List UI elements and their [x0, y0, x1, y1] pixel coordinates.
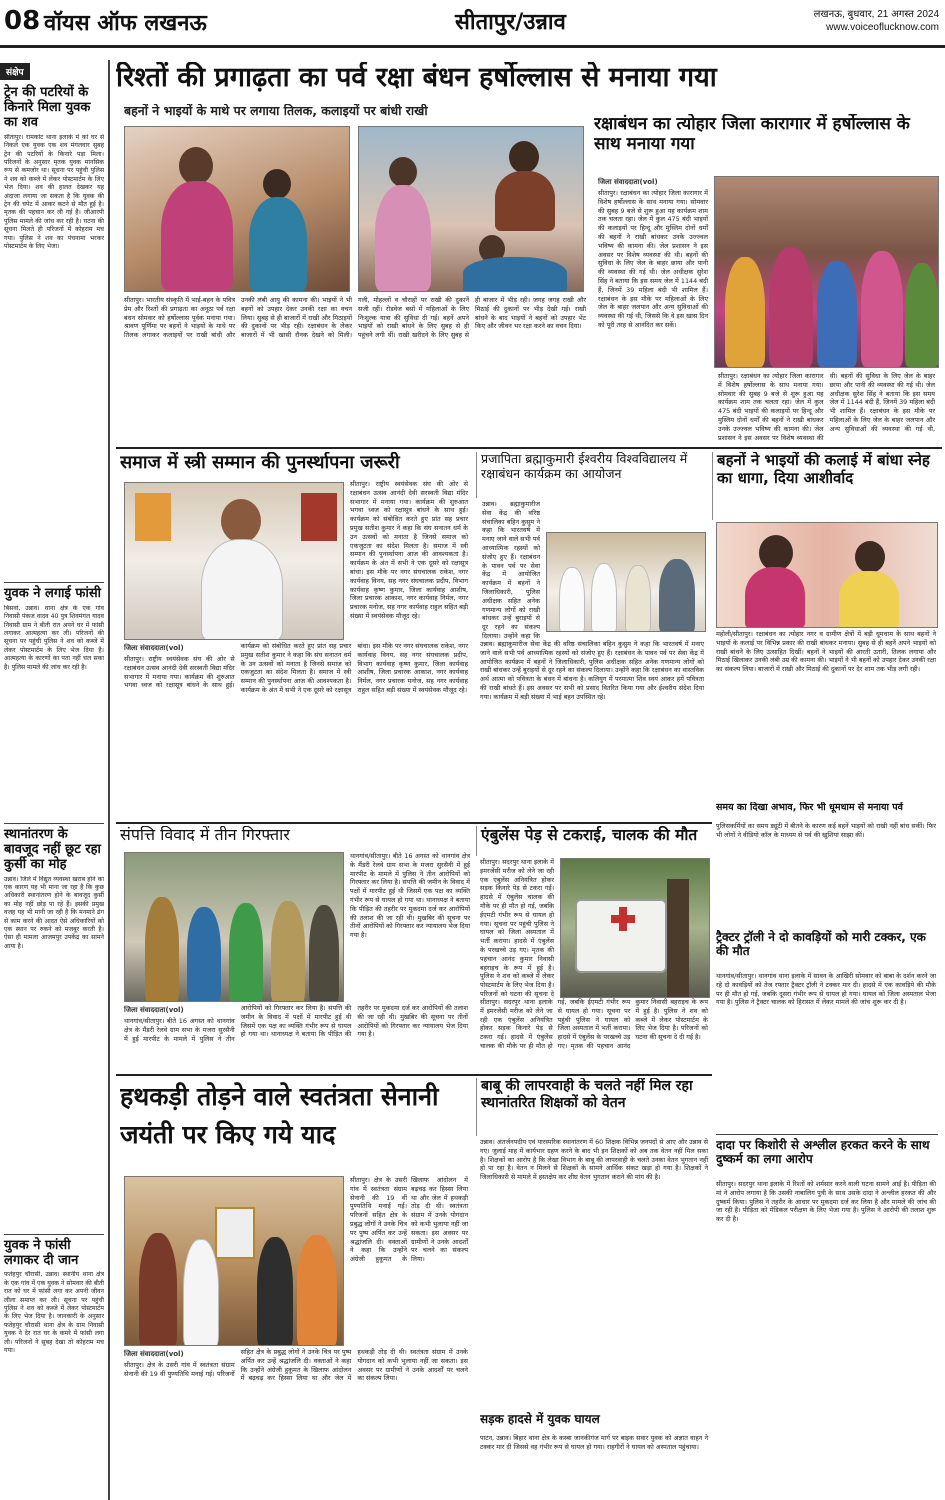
brief-4-body: फतेहपुर चौरासी, उन्नाव। स्थानीय थाना क्षेत्र के एक गांव में एक युवक ने सोमवार की बीती रात को घर में फांसी लगा कर अपनी जीवन लीला समाप्त कर ली। सूचना पर पहुंची पुलिस ने शव को कब्जे में लेकर पोस्टमार्टम के लिए भेज दिया है। जानकारी के अनुसार फतेहपुर चौरासी थाना क्षेत्र के ग्राम निवासी युवक ने देर रात घर के कमरे में फांसी लगा ली। परिजनों ने सुबह देखा तो कोहराम मच गया।: [4, 1271, 104, 1355]
sidebar-briefs: [0, 60, 110, 1500]
bond-sub-body: [712, 822, 940, 928]
freedom-body-text: सीतापुर। क्षेत्र के उसरी गांव में स्वतंत्रता संग्राम सेनानी की 19 वीं पुण्यतिथि मनाई गई। परिजनों सहित क्षेत्र के प्रबुद्ध लोगों ने उनके चित्र पर पुष्प अर्पित कर उन्हें श्रद्धांजलि दी। वक्ताओं ने कहा कि उन्होंने अंग्रेजी हुकूमत के खिलाफ आंदोलन में बढ़चढ़ कर हिस्सा लिया था और जेल में हथकड़ी तोड़ दी थी। स्वतंत्रता संग्राम में उनके योगदान को कभी भुलाया नहीं जा सकता। इस अवसर पर ग्रामीणों ने उनके आदर्शों पर चलने का संकल्प लिया।: [124, 1348, 468, 1383]
ambulance-body-text: सीतापुर। सदरपुर थाना इलाके में इमरजेंसी मरीज को लेने जा रही एक एंबुलेंस अनियंत्रित होकर सड़क किनारे पेड़ से टकरा गई। हादसे में एंबुलेंस चालक की मौके पर ही मौत हो गई, जबकि ईएमटी गंभीर रूप से घायल हो गया। सूचना पर पहुंची पुलिस ने घायल को जिला अस्पताल में भर्ती कराया। हादसे में एंबुलेंस के परखच्चे उड़ गए। मृतक की पहचान आनंद कुमार निवासी बहराइच के रूप में हुई है। पुलिस ने शव को कब्जे में लेकर पोस्टमार्टम के लिए भेज दिया है। परिजनों को घटना की सूचना दे दी गई है।: [480, 998, 708, 1050]
website-link[interactable]: www.voiceoflucknow.com: [826, 22, 939, 33]
teacher-sub-box: [480, 1412, 712, 1432]
masthead-bar: [0, 0, 945, 48]
freedom-headline: हथकड़ी तोड़ने वाले स्वतंत्रता सेनानी जयंती पर किए गये याद: [120, 1082, 439, 1149]
teacher-sub-body: [476, 1434, 712, 1498]
lead-photo-1: [124, 126, 350, 292]
brief-1-headline: ट्रेन की पटरियों के किनारे मिला युवक का शव: [4, 85, 91, 130]
jail-headline-box: [594, 114, 939, 174]
bond-subhead: समय का दिखा अभाव, फिर भी धूमधाम से मनाया पर्व: [716, 802, 903, 813]
jail-body-right: [714, 372, 939, 444]
property-body-text: थानगांव/सीतापुर। बीते 16 अगस्त को थानगांव क्षेत्र के मैंडरी रेलवे ग्राम सभा के मजरा सुरसैनी में हुई मारपीट के मामले में पुलिस ने तीन आरोपियों को गिरफ्तार कर लिया है। संपत्ति की जमीन के विवाद में पक्षों में मारपीट हुई थी जिसमें एक पक्ष का व्यक्ति गंभीर रूप से घायल हो गया था। थानाध्यक्ष ने बताया कि पीड़ित की तहरीर पर मुकदमा दर्ज कर आरोपियों की तलाश की जा रही थी। मुखबिर की सूचना पर तीनों आरोपियों को गिरफ्तार कर न्यायालय भेज दिया गया है।: [124, 1004, 468, 1043]
women-body-right: [346, 480, 472, 640]
ambulance-headline-box: [476, 826, 712, 856]
brahma-body-left: [478, 500, 544, 640]
sidebar-tag: संक्षेप: [0, 63, 30, 80]
harass-headline: दादा पर किशोरी से अश्लील हरकत करने के साथ दुष्कर्म का लगा आरोप: [716, 1138, 930, 1167]
property-headline: संपत्ति विवाद में तीन गिरफ्तार: [120, 826, 290, 844]
teacher-body: [476, 1138, 712, 1408]
property-body-text-a: थानगांव/सीतापुर। बीते 16 अगस्त को थानगांव क्षेत्र के मैंडरी रेलवे ग्राम सभा के मजरा सुरसैनी में हुई मारपीट के मामले में पुलिस ने तीन आरोपियों को गिरफ्तार कर लिया है। संपत्ति की जमीन के विवाद में पक्षों में मारपीट हुई थी जिसमें एक पक्ष का व्यक्ति गंभीर रूप से घायल हो गया था। थानाध्यक्ष ने बताया कि पीड़ित की तहरीर पर मुकदमा दर्ज कर आरोपियों की तलाश की जा रही थी। मुखबिर की सूचना पर तीनों आरोपियों को गिरफ्तार कर न्यायालय भेज दिया गया है।: [350, 852, 470, 940]
brahma-headline-box: [476, 452, 708, 498]
brief-3-body: उन्नाव। जिले में विद्युत व्यवस्था खराब होने का एक कारण यह भी माना जा रहा है कि कुछ अधिकारी स्थानांतरण होने के बावजूद कुर्सी का मोह नहीं छोड़ पा रहे हैं। इसकी प्रमुख वजह यह भी मानी जा रही है कि मनमाने ढंग से काम करने की आदत ऐसे अधिकारियों को एक स्थान पर रुकने को मजबूर करती है। ऐसा ही मामला आजमपुर उपकेंद्र का सामने आया है।: [4, 875, 104, 950]
brahma-headline: प्रजापिता ब्रह्माकुमारी ईश्वरीय विश्वविद्यालय में रक्षाबंधन कार्यक्रम का आयोजन: [481, 452, 688, 481]
bond-photo: [716, 522, 938, 628]
tractor-headline-box: [716, 930, 938, 970]
brief-4-headline: युवक ने फांसी लगाकर दी जान: [4, 1234, 104, 1269]
jail-headline: रक्षाबंधन का त्योहार जिला कारागार में हर्षोल्लास के साथ मनाया गया: [594, 114, 910, 155]
teacher-headline: बाबू की लापरवाही के चलते नहीं मिल रहा स्थानांतरित शिक्षकों को वेतन: [481, 1078, 693, 1111]
lead-photo-2: [358, 126, 584, 292]
freedom-photo: [124, 1176, 344, 1346]
tractor-body: [712, 972, 940, 1132]
divider: [116, 822, 712, 824]
women-headline-box: [120, 452, 470, 478]
women-photo: [124, 482, 344, 640]
harass-body: [712, 1180, 940, 1498]
lead-body: [120, 296, 590, 442]
ambulance-body-left: [476, 858, 558, 998]
property-headline-box: [120, 826, 368, 850]
ambulance-body: [476, 998, 712, 1072]
jail-photo: [714, 176, 939, 368]
jail-body-left: [594, 176, 712, 444]
jail-body-text-2: सीतापुर। रक्षाबंधन का त्योहार जिला कारागार में विशेष हर्षोल्लास के साथ मनाया गया। सोमवार की सुबह 9 बजे से शुरू हुआ यह कार्यक्रम शाम तक चलता रहा। जेल में कुल 475 बंदी भाइयों की कलाइयों पर हिन्दू और मुस्लिम दोनों धर्मों की बहनों ने राखी बांधकर उनके उज्ज्वल भविष्य की कामना की। जेल प्रशासन ने इस अवसर पर विशेष व्यवस्था की थी। बहनों की सुविधा के लिए जेल के बाहर छाया और पानी की व्यवस्था की गई थी। जेल अधीक्षक सुरेश सिंह ने बताया कि इस समय जेल में 1144 बंदी हैं, जिनमें 39 महिला बंदी भी शामिल हैं। रक्षाबंधन के इस मौके पर महिलाओं के लिए जेल के बाहर जलपान और अन्य सुविधाओं की व्यवस्था की गई थी,: [718, 372, 935, 442]
date-text: लखनऊ, बुधवार, 21 अगस्त 2024: [813, 9, 939, 20]
freedom-byline: जिला संवाददाता(vol): [124, 1350, 184, 1358]
bond-sub-body-text: पुलिसकर्मियों का समय ड्यूटी में बीतने के कारण कई बहनें भाइयों को राखी नहीं बांध सकीं। फिर भी लोगों ने वीडियो कॉल के माध्यम से पर्व की खुशियां साझा कीं।: [716, 822, 936, 839]
divider: [116, 447, 942, 449]
freedom-body-text-a: सीतापुर। क्षेत्र के उसरी गांव में स्वतंत्रता संग्राम सेनानी की 19 वीं पुण्यतिथि मनाई गई। परिजनों सहित क्षेत्र के प्रबुद्ध लोगों ने उनके चित्र पर पुष्प अर्पित कर उन्हें श्रद्धांजलि दी। वक्ताओं ने कहा कि उन्होंने अंग्रेजी हुकूमत के खिलाफ आंदोलन में बढ़चढ़ कर हिस्सा लिया था और जेल में हथकड़ी तोड़ दी थी। स्वतंत्रता संग्राम में उनके योगदान को कभी भुलाया नहीं जा सकता। इस अवसर पर ग्रामीणों ने उनके आदर्शों पर चलने का संकल्प लिया।: [350, 1176, 468, 1264]
brahma-photo: [546, 532, 706, 632]
dateline: [814, 8, 939, 34]
jail-body-text: सीतापुर। रक्षाबंधन का त्योहार जिला कारागार में विशेष हर्षोल्लास के साथ मनाया गया। सोमवार की सुबह 9 बजे से शुरू हुआ यह कार्यक्रम शाम तक चलता रहा। जेल में कुल 475 बंदी भाइयों की कलाइयों पर हिन्दू और मुस्लिम दोनों धर्मों की बहनों ने राखी बांधकर उनके उज्ज्वल भविष्य की कामना की। जेल प्रशासन ने इस अवसर पर विशेष व्यवस्था की थी। बहनों की सुविधा के लिए जेल के बाहर छाया और पानी की व्यवस्था की गई थी। जेल अधीक्षक सुरेश सिंह ने बताया कि इस समय जेल में 1144 बंदी हैं, जिनमें 39 महिला बंदी भी शामिल हैं। रक्षाबंधन के इस मौके पर महिलाओं के लिए जेल के बाहर जलपान और अन्य सुविधाओं की व्यवस्था की गई थी, जिससे कि वे इस खास दिन को पूरी तरह से आनंदित कर सकें।: [598, 189, 708, 329]
lead-subhead: बहनों ने भाइयों के माथे पर लगाया तिलक, कलाइयों पर बांधी राखी: [124, 104, 428, 118]
ambulance-body-text-a: सीतापुर। सदरपुर थाना इलाके में इमरजेंसी मरीज को लेने जा रही एक एंबुलेंस अनियंत्रित होकर सड़क किनारे पेड़ से टकरा गई। हादसे में एंबुलेंस चालक की मौके पर ही मौत हो गई, जबकि ईएमटी गंभीर रूप से घायल हो गया। सूचना पर पहुंची पुलिस ने घायल को जिला अस्पताल में भर्ती कराया। हादसे में एंबुलेंस के परखच्चे उड़ गए। मृतक की पहचान आनंद कुमार निवासी बहराइच के रूप में हुई है। पुलिस ने शव को कब्जे में लेकर पोस्टमार्टम के लिए भेज दिया है। परिजनों को घटना की सूचना दे: [480, 858, 554, 998]
brahma-body: [476, 640, 708, 820]
brahma-body-text: उन्नाव। ब्रह्माकुमारीज सेवा केंद्र की वरिष्ठ संचालिका बहिन कुसुम ने कहा कि भारतवर्ष में मनाए जाने वाले सभी पर्व आध्यात्मिक रहस्यों को संजोए हुए हैं। रक्षाबंधन के पावन पर्व पर सेवा केंद्र में आयोजित कार्यक्रम में बहनों ने जिलाधिकारी, पुलिस अधीक्षक सहित अनेक गणमान्य लोगों को राखी बांधकर उन्हें बुराइयों से दूर रहने का संकल्प दिलाया। उन्होंने कहा कि रक्षाबंधन का वास्तविक अर्थ आत्मा को पवित्रता के बंधन में बांधना है। कलियुग में परमात्मा शिव स्वयं आकर हमें पवित्रता की राखी बांधते हैं। इस अवसर पर सभी को प्रसाद वितरित किया गया और ईश्वरीय संदेश दिया गया। कार्यक्रम में बड़ी संख्या में भाई बहन उपस्थित रहे।: [480, 640, 704, 701]
tractor-headline: ट्रैक्टर ट्रॉली ने दो कावड़ियों को मारी टक्कर, एक की मौत: [716, 930, 926, 959]
teacher-headline-box: [476, 1078, 712, 1136]
freedom-body-right: [346, 1176, 472, 1346]
bond-sub-box: [716, 802, 938, 820]
property-body: [120, 1004, 472, 1072]
brief-1-body: सीतापुर। रामकोट थाना इलाके में को घर से निकले एक युवक एक शव मंगलवार सुबह ट्रेन की पटरियों के किनारे पड़ा मिला। परिजनों के अनुसार मृतक युवक मानसिक रूप से कमजोर था। सूचना पर पहुंची पुलिस ने शव को कब्जे में लेकर पोस्टमार्टम के लिए भेज दिया। शव की हालत देखकर यह अंदाजा लगाया जा सकता है कि युवक की ट्रेन की चपेट में आकर कटने से मौत हुई है। मृतक की पहचान कर ली गई है। जीआरपी पुलिस मामले की जांच कर रही है। घटना की सूचना मिलते ही परिजनों में कोहराम मच गया। पुलिस ने शव का पंचनामा भरकर पोस्टमार्टम के लिए भेजा।: [4, 133, 104, 251]
brahma-body-text-a: उन्नाव। ब्रह्माकुमारीज सेवा केंद्र की वरिष्ठ संचालिका बहिन कुसुम ने कहा कि भारतवर्ष में मनाए जाने वाले सभी पर्व आध्यात्मिक रहस्यों को संजोए हुए हैं। रक्षाबंधन के पावन पर्व पर सेवा केंद्र में आयोजित कार्यक्रम में बहनों ने जिलाधिकारी, पुलिस अधीक्षक सहित अनेक गणमान्य लोगों को राखी बांधकर उन्हें बुराइयों से दूर रहने का संकल्प दिलाया। उन्होंने कहा कि: [482, 500, 540, 640]
bond-body: [712, 630, 940, 800]
women-headline: समाज में स्त्री सम्मान की पुनर्स्थापना जरूरी: [120, 452, 400, 473]
brief-2-body: बिसवां, उन्नाव। थाना क्षेत्र के एक गांव निवासी पंकज वादव 40 पुत्र शिवमंगल यादव निवासी ग्राम ने बीती रात अपने घर में फांसी लगाकर आत्महत्या कर ली। परिजनों की सूचना पर पहुंची पुलिस ने शव को कब्जे में लेकर पोस्टमार्टम के लिए भेज दिया है। आत्महत्या के कारणों का पता नहीं चल सका है। पुलिस मामले की जांच कर रही है।: [4, 604, 104, 671]
women-byline: जिला संवाददाता(vol): [124, 644, 184, 652]
jail-byline: जिला संवाददाता(vol): [598, 178, 658, 186]
harass-headline-box: [716, 1134, 938, 1178]
lead-headline-box: [116, 62, 942, 100]
harass-body-text: सीतापुर। सदरपुर थाना इलाके में रिश्तों को शर्मसार करने वाली घटना सामने आई है। पीड़िता की मां ने आरोप लगाया है कि उसकी नाबालिग पुत्री के साथ उसके दादा ने अश्लील हरकत की और दुष्कर्म किया। पुलिस ने तहरीर के आधार पर मुकदमा दर्ज कर लिया है और मामले की जांच की जा रही है। पीड़िता को मेडिकल परीक्षण के लिए भेजा गया है। पुलिस ने आरोपी की तलाश शुरू कर दी है।: [716, 1180, 936, 1224]
teacher-body-text: उन्नाव। अंतर्जनपदीय एवं पारस्परिक स्थानांतरण में 60 शिक्षक विभिन्न जनपदों से आए और उन्नाव से गए। जुलाई माह में कार्यभार ग्रहण करने के बाद भी इन शिक्षकों को अब तक वेतन नहीं मिल सका है। शिक्षकों का आरोप है कि लेखा विभाग के बाबू की लापरवाही के चलते उनका वेतन भुगतान नहीं हो पा रहा है। वेतन न मिलने से शिक्षकों के सामने आर्थिक संकट खड़ा हो गया है। शिक्षकों ने जिलाधिकारी से मामले में हस्तक्षेप कर शीघ्र वेतन भुगतान कराने की मांग की है।: [480, 1138, 708, 1182]
brief-2-headline: युवक ने लगाई फांसी: [4, 582, 104, 602]
lead-body-text: सीतापुर। भारतीय संस्कृति में भाई-बहन के पवित्र प्रेम और रिश्तों की प्रगाढ़ता का अनूठा पर्व रक्षा बंधन सोमवार को हर्षोल्लास पूर्वक मनाया गया। श्रावण पूर्णिमा पर बहनों ने भाइयों के माथे पर तिलक लगाकर कलाइयों पर राखी बांधी और उनकी लंबी आयु की कामना की। भाइयों ने भी बहनों को उपहार देकर उनकी रक्षा का वचन लिया। सुबह से ही बाजारों में राखी और मिठाइयों की दुकानों पर भीड़ रही। रक्षाबंधन के लेकर बाजारों में भी खासी रौनक देखने को मिली। गली, मोहल्लों व चौराहों पर राखी की दुकानें सजी रहीं। रोडवेज बसों में महिलाओं के लिए निःशुल्क यात्रा की सुविधा दी गई। बहनें अपने भाइयों को राखी बांधने के लिए सुबह से ही पहुंचने लगी थीं। राखी खरीदने के लिए सुबह से ही बाजार में भीड़ रही। जगह जगह राखी और मिठाई की दुकानों पर भीड़ देखी गई। राखी बांधने के बाद भाइयों ने बहनों को उपहार भेंट किए और जीवन भर रक्षा करने का वचन दिया।: [124, 296, 586, 340]
freedom-body: [120, 1348, 472, 1498]
women-body-text-a: सीतापुर। राष्ट्रीय स्वयंसेवक संघ की ओर से रक्षाबंधन उत्सव आनंदी देवी सरस्वती विद्या मंदिर सभागार में मनाया गया। कार्यक्रम की शुरुआत भगवा ध्वज को रक्षासूत्र बांधने के साथ हुई। कार्यक्रम को संबोधित करते हुए प्रांत सह प्रचार प्रमुख सतीश कुमार ने कहा कि संघ सनातन धर्म के उन उत्सवों को मनाता है जिनसे समाज को एकजुटता का संदेश मिलता है। समाज में स्त्री सम्मान की पुनर्स्थापना आज की आवश्यकता है। कार्यक्रम के अंत में सभी ने एक दूसरे को रक्षासूत्र बांधा। इस मौके पर नगर संघचालक राकेश, नगर कार्यवाह विनय, सह नगर संघचालक प्रदीप, विभाग कार्यवाह कृष्ण कुमार, जिला कार्यवाह आशीष, जिला प्रचारक आकाश, नगर कार्यवाह निर्मल, नगर प्रचारक मनोज, सह नगर कार्यवाह राहुल सहित बड़ी संख्या में स्वयंसेवक मौजूद रहे।: [350, 480, 468, 620]
property-byline: जिला संवाददाता(vol): [124, 1006, 184, 1014]
section-title: सीतापुर/उन्नाव: [455, 10, 566, 35]
bond-body-text: महोली/सीतापुर। रक्षाबंधन का त्योहार नगर व ग्रामीण क्षेत्रों में बड़ी धूमधाम के साथ बहनों ने भाइयों के कलाई पर विभिन्न प्रकार की राखी बांधकर मनाया। सुबह से ही बहनें अपने भाइयों को राखी बांधने के लिए उत्साहित दिखीं। बहनों ने भाइयों की आरती उतारी, तिलक लगाया और मिठाई खिलाकर उनकी लंबी उम्र की कामना की। भाइयों ने भी बहनों को उपहार देकर उनकी रक्षा का संकल्प लिया। बाजारों में राखी और मिठाई की दुकानों पर देर शाम तक भीड़ लगी रही।: [716, 630, 936, 674]
property-body-right: [346, 852, 474, 1002]
tractor-body-text: थानगांव/सीतापुर। थानगांव थाना इलाके में सावन के आखिरी सोमवार को बाबा के दर्शन करने जा रहे दो कावड़ियों को तेज रफ्तार ट्रैक्टर ट्रॉली ने टक्कर मार दी। हादसे में एक कावड़िये की मौके पर ही मौत हो गई, जबकि दूसरा गंभीर रूप से घायल हो गया। घायल को जिला अस्पताल भेजा गया है। पुलिस ने ट्रैक्टर चालक को हिरासत में लेकर मामले की जांच शुरू कर दी है।: [716, 972, 936, 1007]
bond-headline: बहनों ने भाइयों की कलाई में बांधा स्नेह का धागा, दिया आशीर्वाद: [717, 452, 930, 487]
teacher-subhead: सड़क हादसे में युवक घायल: [480, 1412, 600, 1426]
divider: [116, 1074, 712, 1076]
property-photo: [124, 852, 344, 1002]
women-body-text: सीतापुर। राष्ट्रीय स्वयंसेवक संघ की ओर से रक्षाबंधन उत्सव आनंदी देवी सरस्वती विद्या मंदिर सभागार में मनाया गया। कार्यक्रम की शुरुआत भगवा ध्वज को रक्षासूत्र बांधने के साथ हुई। कार्यक्रम को संबोधित करते हुए प्रांत सह प्रचार प्रमुख सतीश कुमार ने कहा कि संघ सनातन धर्म के उन उत्सवों को मनाता है जिनसे समाज को एकजुटता का संदेश मिलता है। समाज में स्त्री सम्मान की पुनर्स्थापना आज की आवश्यकता है। कार्यक्रम के अंत में सभी ने एक दूसरे को रक्षासूत्र बांधा। इस मौके पर नगर संघचालक राकेश, नगर कार्यवाह विनय, सह नगर संघचालक प्रदीप, विभाग कार्यवाह कृष्ण कुमार, जिला कार्यवाह आशीष, जिला प्रचारक आकाश, नगर कार्यवाह निर्मल, नगर प्रचारक मनोज, सह नगर कार्यवाह राहुल सहित बड़ी संख्या में स्वयंसेवक मौजूद रहे।: [124, 642, 468, 694]
ambulance-photo: [560, 858, 710, 998]
page-number: 08: [4, 6, 41, 36]
teacher-sub-body-text: पाटन, उन्नाव। बिहार थाना क्षेत्र के कस्बा जानकीगंज मार्ग पर बाइक सवार युवक को अज्ञात वाहन ने टक्कर मार दी जिससे वह गंभीर रूप से घायल हो गया। राहगीरों ने घायल को अस्पताल पहुंचाया।: [480, 1434, 708, 1451]
lead-subhead-box: [124, 104, 594, 126]
women-body: [120, 642, 472, 820]
lead-headline: रिश्तों की प्रगाढ़ता का पर्व रक्षा बंधन हर्षोल्लास से मनाया गया: [116, 62, 717, 93]
masthead-title: वॉयस ऑफ लखनऊ: [44, 11, 207, 36]
freedom-headline-box: [120, 1078, 470, 1174]
bond-headline-box: [712, 452, 940, 520]
ambulance-headline: एंबुलेंस पेड़ से टकराई, चालक की मौत: [481, 826, 698, 844]
brief-3-headline: स्थानांतरण के बावजूद नहीं छूट रहा कुर्सी का मोह: [4, 823, 104, 873]
